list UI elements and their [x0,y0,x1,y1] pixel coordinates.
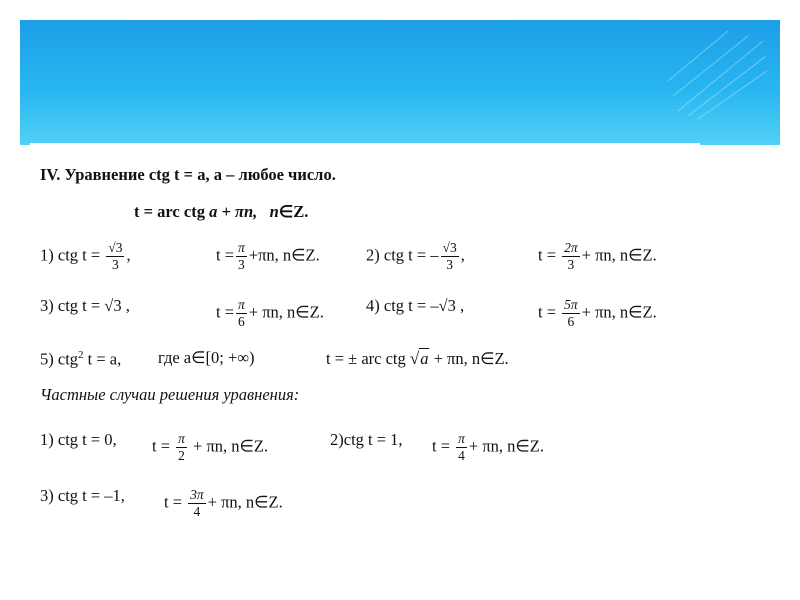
fraction: $\frac{√3}{3}$ [442,240,457,273]
row1-left-solution: t = $\frac{\pi}{3}$ +πn, n∈Z. [216,240,320,273]
general-n: n [269,202,279,221]
general-a: a [209,202,218,221]
fraction: $\frac{√3}{3}$ [108,240,123,273]
row1-right-equation: 2) ctg t = – $\frac{√3}{3}$ , [366,240,465,273]
fraction: $\frac{\pi}{2}$ [178,431,185,464]
row3-domain: где a∈[0; +∞) [158,348,255,367]
special-cases-caption: Частные случаи решения уравнения: [40,385,300,404]
case1-equation: 1) ctg t = 0, [40,430,117,449]
fraction: $\frac{2\pi}{3}$ [564,240,578,273]
fraction: $\frac{\pi}{3}$ [238,240,245,273]
row2-right-solution: t = $\frac{5\pi}{6}$ + πn, n∈Z. [538,297,657,330]
case3-solution: t = $\frac{3\pi}{4}$ + πn, n∈Z. [164,487,283,520]
content-board [30,143,700,533]
case2-equation: 2)ctg t = 1, [330,430,403,449]
row1-right-solution: t = $\frac{2\pi}{3}$ + πn, n∈Z. [538,240,657,273]
heading-line [40,167,336,184]
heading-equation: ctg t = a, a – любое число. [148,165,336,184]
heading-prefix: IV. Уравнение [40,165,149,184]
row2-right-equation: 4) ctg t = –√3 , [366,296,465,315]
general-t: t = arc ctg [134,202,210,221]
row2-left-equation: 3) ctg t = √3 , [40,296,130,315]
case1-solution: t = $\frac{\pi}{2}$ + πn, n∈Z. [152,431,269,464]
decorative-lines-icon [668,31,768,121]
case2-solution: t = $\frac{\pi}{4}$ + πn, n∈Z. [432,431,544,464]
row1-left-label: 1) ctg t = [40,245,101,265]
general-pn: + πn, [217,202,258,221]
fraction: $\frac{3\pi}{4}$ [190,487,204,520]
slide-header-banner [20,20,780,145]
fraction: $\frac{\pi}{6}$ [238,297,245,330]
fraction: $\frac{\pi}{4}$ [458,431,465,464]
fraction: $\frac{5\pi}{6}$ [564,297,578,330]
row1-left-equation: 1) ctg t = $\frac{√3}{3}$ , [40,240,131,273]
row3-equation: 5) ctg$^2$ t = a, [40,349,122,369]
general-inz: ∈Z. [278,202,309,221]
case3-equation: 3) ctg t = –1, [40,486,125,505]
general-solution [134,204,308,221]
row2-left-solution: t = $\frac{\pi}{6}$ + πn, n∈Z. [216,297,324,330]
row3-solution: t = ± arc ctg √a + πn, n∈Z. [326,349,509,368]
